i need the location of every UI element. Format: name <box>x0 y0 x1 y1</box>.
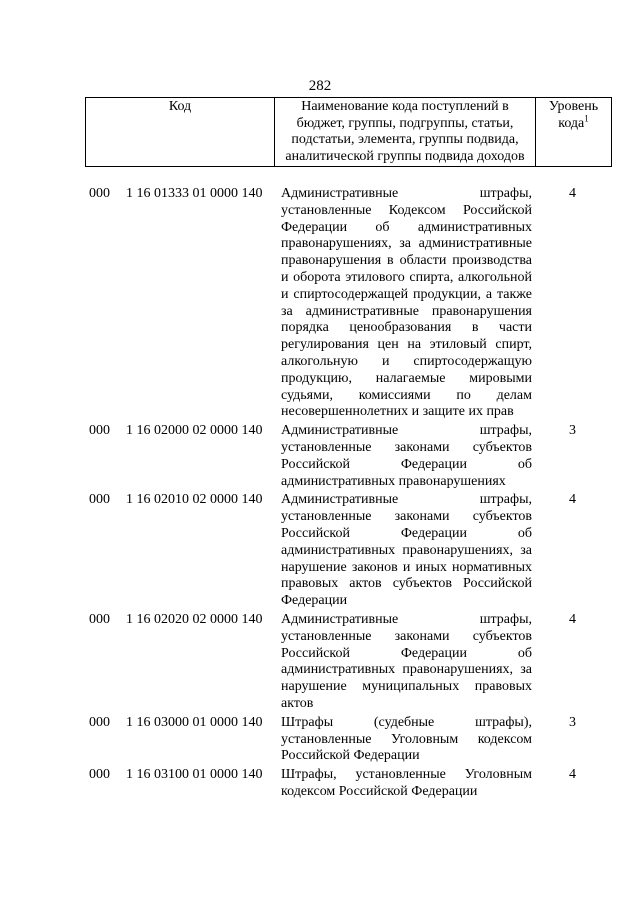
header-name: Наименование кода поступлений в бюджет, группы, подгруппы, статьи, подстатьи, элемента, группы подвида, аналитической группы подвида доходов <box>275 98 536 167</box>
row-level: 3 <box>569 714 576 730</box>
row-code: 1 16 03000 01 0000 140 <box>126 714 263 730</box>
row-lead: 000 <box>89 767 110 783</box>
table-row <box>85 492 612 610</box>
row-name: Административные штрафы, установленные законами субъектов Российской Федерации об административных правонарушениях, за нарушение муниципальных правовых актов <box>281 611 532 711</box>
table-row <box>85 715 612 765</box>
table-row <box>85 186 612 421</box>
row-name: Административные штрафы, установленные законами субъектов Российской Федерации об административных правонарушениях, за нарушение законов и иных нормативных правовых актов субъектов Российской Федерации <box>281 492 532 609</box>
row-code: 1 16 02000 02 0000 140 <box>126 423 263 439</box>
row-name: Административные штрафы, установленные Кодексом Российской Федерации об административных правонарушениях, за административные правонарушения в области производства и оборота этилового спирта, алкогольной и спиртосодержащей продукции, а также за административные правонарушения порядка ценообразования в части регулирования цен на этиловый спирт, алкогольную и спиртосодержащую продукцию, налагаемые мировыми судьями, комиссиями по делам несовершеннолетних и защите их прав <box>281 186 532 420</box>
row-level: 4 <box>569 611 576 627</box>
row-lead: 000 <box>89 492 110 508</box>
row-code: 1 16 01333 01 0000 140 <box>126 186 263 201</box>
header-level-label: Уровень кода <box>548 99 599 131</box>
table-row <box>85 612 612 713</box>
row-lead: 000 <box>89 611 110 627</box>
page-number: 282 <box>308 78 332 94</box>
row-lead: 000 <box>89 186 110 201</box>
row-lead: 000 <box>89 714 110 730</box>
row-level: 4 <box>569 186 576 201</box>
row-code: 1 16 02010 02 0000 140 <box>126 492 263 508</box>
row-level: 4 <box>569 767 576 783</box>
row-code: 1 16 03100 01 0000 140 <box>126 767 263 783</box>
table-row <box>85 423 612 490</box>
table-row <box>85 767 612 801</box>
header-level <box>536 98 612 167</box>
header-level-footnote: 1 <box>584 112 589 123</box>
row-level: 4 <box>569 492 576 508</box>
table-header <box>85 97 612 167</box>
row-name: Штрафы, установленные Уголовным кодексом Российской Федерации <box>281 767 532 799</box>
row-level: 3 <box>569 423 576 439</box>
row-code: 1 16 02020 02 0000 140 <box>126 611 263 627</box>
row-lead: 000 <box>89 423 110 439</box>
row-name: Штрафы (судебные штрафы), установленные Уголовным кодексом Российской Федерации <box>281 714 532 764</box>
header-code: Код <box>86 98 275 167</box>
row-name: Административные штрафы, установленные законами субъектов Российской Федерации об административных правонарушениях <box>281 423 532 489</box>
table-body <box>85 186 612 803</box>
